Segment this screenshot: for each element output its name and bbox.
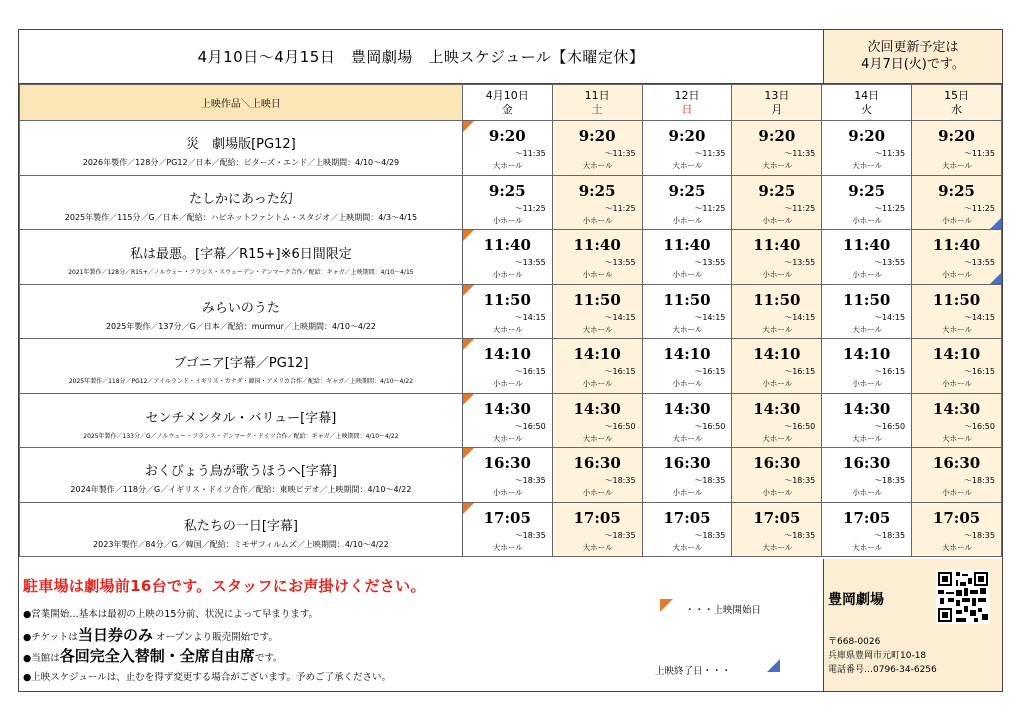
hall-name: 小ホール <box>672 379 703 388</box>
hall-name: 大ホール <box>672 161 703 170</box>
showtime-cell <box>912 448 1002 503</box>
showtime-cell <box>552 230 642 285</box>
movie-title: 私は最悪。[字幕／R15+]※6日間限定 <box>130 247 352 263</box>
movie-info: 2023年製作／84分／G／韓国／配給：ミモザフィルムズ／上映期間：4/10～4/22 <box>93 539 389 549</box>
start-time: 14:10 <box>932 345 981 363</box>
showtime-cell <box>732 448 822 503</box>
end-time: ～18:35 <box>784 476 816 485</box>
showtime-cell <box>822 448 912 503</box>
final-day-flag-icon <box>990 273 1001 284</box>
hall-name: 小ホール <box>852 488 883 497</box>
hall-name: 小ホール <box>762 379 793 388</box>
day-date: 4月10日 <box>485 88 529 102</box>
showtime-cell <box>642 175 732 230</box>
showtime-cell <box>552 284 642 339</box>
hall-name: 小ホール <box>582 379 613 388</box>
hall-name: 大ホール <box>492 324 523 334</box>
showtime-cell <box>912 121 1002 176</box>
showtime-cell <box>642 448 732 503</box>
showtime-cell <box>822 339 912 394</box>
start-time: 14:30 <box>932 399 981 418</box>
movie-cell <box>20 284 463 339</box>
showtime-cell <box>732 393 822 448</box>
end-time: ～11:25 <box>604 203 636 213</box>
movie-info: 2025年製作／137分／G／日本／配給：murmur／上映期間：4/10～4/22 <box>105 321 376 331</box>
end-time: ～18:35 <box>694 476 726 485</box>
hall-name: 大ホール <box>762 433 793 443</box>
end-time: ～18:35 <box>963 476 995 485</box>
start-time: 14:30 <box>753 399 801 418</box>
start-time: 9:20 <box>668 127 706 145</box>
end-time: ～11:25 <box>784 203 816 213</box>
end-time: ～11:35 <box>694 149 726 158</box>
day-header <box>642 85 732 121</box>
note-schedule-change: ●上映スケジュールは、止むを得ず変更する場合がございます。予めご了承ください。 <box>23 672 391 683</box>
hall-name: 大ホール <box>942 433 972 443</box>
table-row <box>20 175 1002 230</box>
next-update-notice <box>824 30 1002 84</box>
end-time: ～16:50 <box>874 421 906 431</box>
theater-name: 豊岡劇場 <box>828 592 884 608</box>
showtime-cell <box>912 175 1002 230</box>
end-time: ～13:55 <box>874 258 906 267</box>
showtime-cell <box>822 393 912 448</box>
start-time: 14:30 <box>663 399 711 418</box>
start-time: 16:30 <box>663 454 711 472</box>
day-date: 11日 <box>584 88 610 102</box>
postal-code: 〒668-0026 <box>828 637 881 647</box>
note-seating-post: です。 <box>254 653 283 664</box>
phone-number: 電話番号…0796-34-6256 <box>828 665 937 675</box>
movie-title: みらいのうた <box>201 300 280 316</box>
start-time: 9:20 <box>848 127 886 145</box>
end-time: ～11:35 <box>874 149 906 158</box>
next-update-line1: 次回更新予定は <box>867 40 959 55</box>
hall-name: 大ホール <box>672 324 703 334</box>
hall-name: 小ホール <box>492 379 523 388</box>
end-time: ～18:35 <box>784 530 816 540</box>
start-time: 11:50 <box>843 290 891 309</box>
hall-name: 小ホール <box>942 488 972 497</box>
end-time: ～13:55 <box>784 258 816 267</box>
end-time: ～18:35 <box>694 530 726 540</box>
showtime-cell <box>462 339 552 394</box>
hall-name: 小ホール <box>672 215 703 225</box>
end-time: ～11:25 <box>963 203 995 213</box>
showtime-cell <box>732 175 822 230</box>
showtime-cell <box>642 230 732 285</box>
end-time: ～11:25 <box>874 203 906 213</box>
movie-info: 2021年製作／128分／R15+／ノルウェー・フランス・スウェーデン・デンマーク合作／配給：ギャガ／上映期間：4/10～4/15 <box>68 269 414 277</box>
showtime-cell <box>732 230 822 285</box>
showtime-cell <box>732 339 822 394</box>
table-row <box>20 230 1002 285</box>
hall-name: 大ホール <box>852 542 883 552</box>
next-update-line2: 4月7日(火)です。 <box>861 57 965 72</box>
showtime-cell <box>462 393 552 448</box>
hall-name: 小ホール <box>852 270 883 279</box>
start-time: 17:05 <box>663 508 711 527</box>
movie-title: ブゴニア[字幕／PG12] <box>173 356 309 372</box>
showtime-cell <box>912 284 1002 339</box>
hall-name: 大ホール <box>582 542 613 552</box>
end-time: ～11:35 <box>963 149 995 158</box>
note-opening-hours: ●営業開始…基本は最初の上映の15分前、状況によって早まります。 <box>23 609 319 620</box>
showtime-cell <box>822 175 912 230</box>
start-time: 11:40 <box>753 236 801 254</box>
start-time: 14:10 <box>843 345 891 363</box>
address: 兵庫県豊岡市元町10-18 <box>828 651 927 661</box>
end-time: ～16:15 <box>694 367 726 376</box>
note-tickets-emphasis: 当日券のみ <box>77 626 153 644</box>
hall-name: 小ホール <box>492 270 523 279</box>
movie-cell <box>20 230 463 285</box>
day-date: 14日 <box>854 88 880 102</box>
showtime-cell <box>912 393 1002 448</box>
end-time: ～18:35 <box>874 530 906 540</box>
hall-name: 大ホール <box>582 161 613 170</box>
start-time: 9:25 <box>578 181 616 200</box>
table-row <box>20 448 1002 503</box>
movie-title: たしかにあった幻 <box>188 191 293 207</box>
start-time: 9:20 <box>938 127 975 145</box>
end-time: ～18:35 <box>874 476 906 485</box>
showtime-cell <box>912 339 1002 394</box>
start-time: 17:05 <box>843 508 891 527</box>
hall-name: 大ホール <box>852 433 883 443</box>
start-time: 14:30 <box>483 399 531 418</box>
end-time: ～18:35 <box>604 530 636 540</box>
hall-name: 小ホール <box>942 270 972 279</box>
day-header <box>462 85 552 121</box>
hall-name: 大ホール <box>852 324 883 334</box>
end-time: ～14:15 <box>694 312 726 322</box>
movie-info: 2024年製作／118分／G／イギリス・ドイツ合作／配給：東映ビデオ／上映期間：4/10～4/22 <box>70 485 412 495</box>
end-time: ～18:35 <box>604 476 636 485</box>
hall-name: 大ホール <box>492 161 523 170</box>
day-weekday: 日 <box>681 102 693 116</box>
showtime-cell <box>642 502 732 557</box>
end-time: ～14:15 <box>874 312 906 322</box>
final-day-flag-icon <box>990 218 1001 229</box>
movie-title: おくびょう鳥が歌うほうへ[字幕] <box>144 464 337 480</box>
start-time: 9:20 <box>758 127 796 145</box>
day-date: 13日 <box>764 88 790 102</box>
table-header-label: 上映作品＼上映日 <box>20 85 463 121</box>
movie-cell <box>20 393 463 448</box>
start-time: 16:30 <box>932 454 981 472</box>
note-seating-emphasis: 各回完全入替制・全席自由席 <box>59 647 255 665</box>
legend-opening-day: ・・・上映開始日 <box>685 605 762 616</box>
start-time: 11:50 <box>483 290 531 309</box>
showtime-cell <box>462 448 552 503</box>
end-time: ～14:15 <box>963 312 995 322</box>
end-time: ～11:35 <box>604 149 636 158</box>
showtime-cell <box>642 339 732 394</box>
end-time: ～16:50 <box>694 421 726 431</box>
showtime-cell <box>552 175 642 230</box>
day-header <box>732 85 822 121</box>
movie-cell <box>20 502 463 557</box>
showtime-cell <box>462 230 552 285</box>
showtime-cell <box>552 502 642 557</box>
end-time: ～16:15 <box>874 367 906 376</box>
showtime-cell <box>822 230 912 285</box>
start-time: 11:40 <box>843 236 891 254</box>
end-time: ～14:15 <box>514 312 546 322</box>
day-weekday: 水 <box>951 102 963 116</box>
table-row <box>20 339 1002 394</box>
start-time: 16:30 <box>573 454 621 472</box>
start-time: 14:30 <box>843 399 891 418</box>
hall-name: 大ホール <box>582 324 613 334</box>
showtime-cell <box>552 339 642 394</box>
day-date: 15日 <box>944 88 970 102</box>
movie-cell <box>20 339 463 394</box>
schedule-table <box>19 84 1002 557</box>
hall-name: 小ホール <box>582 215 613 225</box>
end-time: ～16:50 <box>604 421 636 431</box>
note-tickets <box>23 624 278 645</box>
showtime-cell <box>912 230 1002 285</box>
hall-name: 小ホール <box>582 270 613 279</box>
hall-name: 大ホール <box>492 542 523 552</box>
start-time: 14:30 <box>573 399 621 418</box>
showtime-cell <box>552 393 642 448</box>
final-day-flag-icon <box>767 659 780 672</box>
hall-name: 小ホール <box>942 215 972 225</box>
start-time: 16:30 <box>483 454 531 472</box>
hall-name: 大ホール <box>762 324 793 334</box>
showtime-cell <box>732 502 822 557</box>
start-time: 11:40 <box>573 236 621 254</box>
note-seating <box>23 645 283 666</box>
theater-info <box>824 559 1002 691</box>
day-header <box>552 85 642 121</box>
hall-name: 小ホール <box>492 488 523 497</box>
start-time: 14:10 <box>483 345 531 363</box>
note-seating-pre: ●当館は <box>23 653 60 664</box>
movie-title: 災 劇場版[PG12] <box>186 137 296 153</box>
hall-name: 大ホール <box>762 161 793 170</box>
start-time: 9:20 <box>488 127 526 145</box>
day-header <box>912 85 1002 121</box>
start-time: 14:10 <box>573 345 621 363</box>
hall-name: 小ホール <box>672 488 703 497</box>
start-time: 9:25 <box>488 181 526 200</box>
table-row <box>20 502 1002 557</box>
hall-name: 小ホール <box>942 379 972 388</box>
hall-name: 小ホール <box>852 215 883 225</box>
end-time: ～16:15 <box>963 367 995 376</box>
schedule-sheet <box>18 29 1003 692</box>
showtime-cell <box>732 284 822 339</box>
movie-cell <box>20 121 463 176</box>
start-time: 9:25 <box>938 181 975 200</box>
movie-info: 2025年製作／133分／G／ノルウェー・フランス・デンマーク・ドイツ合作／配給：ギャガ／上映期間：4/10～4/22 <box>83 432 399 440</box>
footer-notes <box>19 559 824 691</box>
hall-name: 大ホール <box>942 542 972 552</box>
showtime-cell <box>822 284 912 339</box>
start-time: 14:10 <box>663 345 711 363</box>
hall-name: 大ホール <box>582 433 613 443</box>
start-time: 17:05 <box>573 508 621 527</box>
end-time: ～11:35 <box>784 149 816 158</box>
start-time: 9:25 <box>668 181 706 200</box>
hall-name: 大ホール <box>672 542 703 552</box>
day-weekday: 火 <box>861 102 873 116</box>
end-time: ～16:50 <box>514 421 546 431</box>
end-time: ～11:35 <box>514 149 546 158</box>
end-time: ～16:15 <box>604 367 636 376</box>
start-time: 11:50 <box>753 290 801 309</box>
day-weekday: 金 <box>501 102 513 116</box>
start-time: 17:05 <box>932 508 981 527</box>
start-time: 11:50 <box>663 290 711 309</box>
legend-final-day: 上映終了日・・・ <box>655 666 732 677</box>
start-time: 9:20 <box>578 127 616 145</box>
showtime-cell <box>552 121 642 176</box>
note-tickets-post: オープンより販売開始です。 <box>155 632 278 643</box>
table-row <box>20 393 1002 448</box>
hall-name: 大ホール <box>942 324 972 334</box>
start-time: 9:25 <box>848 181 886 200</box>
end-time: ～18:35 <box>514 476 546 485</box>
movie-info: 2026年製作／128分／PG12／日本／配給：ビターズ・エンド／上映期間：4/10～4/29 <box>82 158 400 168</box>
end-time: ～13:55 <box>514 258 546 267</box>
start-time: 14:10 <box>753 345 801 363</box>
movie-cell <box>20 175 463 230</box>
movie-info: 2025年製作／118分／PG12／アイルランド・イギリス・カナダ・韓国・アメリカ合作／配給：ギャガ／上映期間：4/10～4/22 <box>68 378 414 386</box>
start-time: 9:25 <box>758 181 796 200</box>
showtime-cell <box>462 175 552 230</box>
movie-title: センチメンタル・バリュー[字幕] <box>145 410 337 426</box>
showtime-cell <box>822 502 912 557</box>
start-time: 17:05 <box>753 508 801 527</box>
showtime-cell <box>642 121 732 176</box>
start-time: 17:05 <box>483 508 531 527</box>
showtime-cell <box>912 502 1002 557</box>
table-row <box>20 121 1002 176</box>
qr-code-icon[interactable] <box>936 570 990 624</box>
movie-info: 2025年製作／115分／G／日本／配給：ハピネットファントム・スタジオ／上映期間：4/3～4/15 <box>64 212 418 222</box>
day-weekday: 土 <box>591 102 603 116</box>
showtime-cell <box>642 393 732 448</box>
showtime-cell <box>822 121 912 176</box>
hall-name: 小ホール <box>672 270 703 279</box>
opening-day-flag-icon <box>660 599 673 612</box>
end-time: ～13:55 <box>604 258 636 267</box>
table-row <box>20 284 1002 339</box>
hall-name: 大ホール <box>492 433 523 443</box>
hall-name: 大ホール <box>852 161 883 170</box>
day-date: 12日 <box>674 88 700 102</box>
end-time: ～16:50 <box>784 421 816 431</box>
start-time: 11:40 <box>663 236 711 254</box>
parking-notice: 駐車場は劇場前16台です。スタッフにお声掛けください。 <box>23 577 426 595</box>
page-title: 4月10日～4月15日 豊岡劇場 上映スケジュール【木曜定休】 <box>19 30 824 84</box>
start-time: 11:40 <box>483 236 531 254</box>
end-time: ～16:15 <box>514 367 546 376</box>
hall-name: 小ホール <box>762 488 793 497</box>
start-time: 11:40 <box>932 236 981 254</box>
showtime-cell <box>642 284 732 339</box>
end-time: ～13:55 <box>963 258 995 267</box>
start-time: 11:50 <box>573 290 621 309</box>
hall-name: 大ホール <box>762 542 793 552</box>
showtime-cell <box>462 121 552 176</box>
hall-name: 小ホール <box>762 270 793 279</box>
end-time: ～16:50 <box>963 421 995 431</box>
note-tickets-pre: ●チケットは <box>23 632 78 643</box>
end-time: ～18:35 <box>514 530 546 540</box>
end-time: ～18:35 <box>963 530 995 540</box>
hall-name: 小ホール <box>852 379 883 388</box>
end-time: ～11:25 <box>694 203 726 213</box>
movie-title: 私たちの一日[字幕] <box>183 518 298 534</box>
hall-name: 大ホール <box>942 161 972 170</box>
day-header <box>822 85 912 121</box>
hall-name: 小ホール <box>492 215 523 225</box>
showtime-cell <box>552 448 642 503</box>
showtime-cell <box>462 502 552 557</box>
movie-cell <box>20 448 463 503</box>
end-time: ～14:15 <box>784 312 816 322</box>
start-time: 16:30 <box>753 454 801 472</box>
showtime-cell <box>732 121 822 176</box>
hall-name: 大ホール <box>672 433 703 443</box>
end-time: ～14:15 <box>604 312 636 322</box>
showtime-cell <box>462 284 552 339</box>
hall-name: 小ホール <box>762 215 793 225</box>
end-time: ～16:15 <box>784 367 816 376</box>
end-time: ～11:25 <box>514 203 546 213</box>
start-time: 16:30 <box>843 454 891 472</box>
hall-name: 小ホール <box>582 488 613 497</box>
start-time: 11:50 <box>932 290 981 309</box>
end-time: ～13:55 <box>694 258 726 267</box>
day-weekday: 月 <box>771 102 783 116</box>
